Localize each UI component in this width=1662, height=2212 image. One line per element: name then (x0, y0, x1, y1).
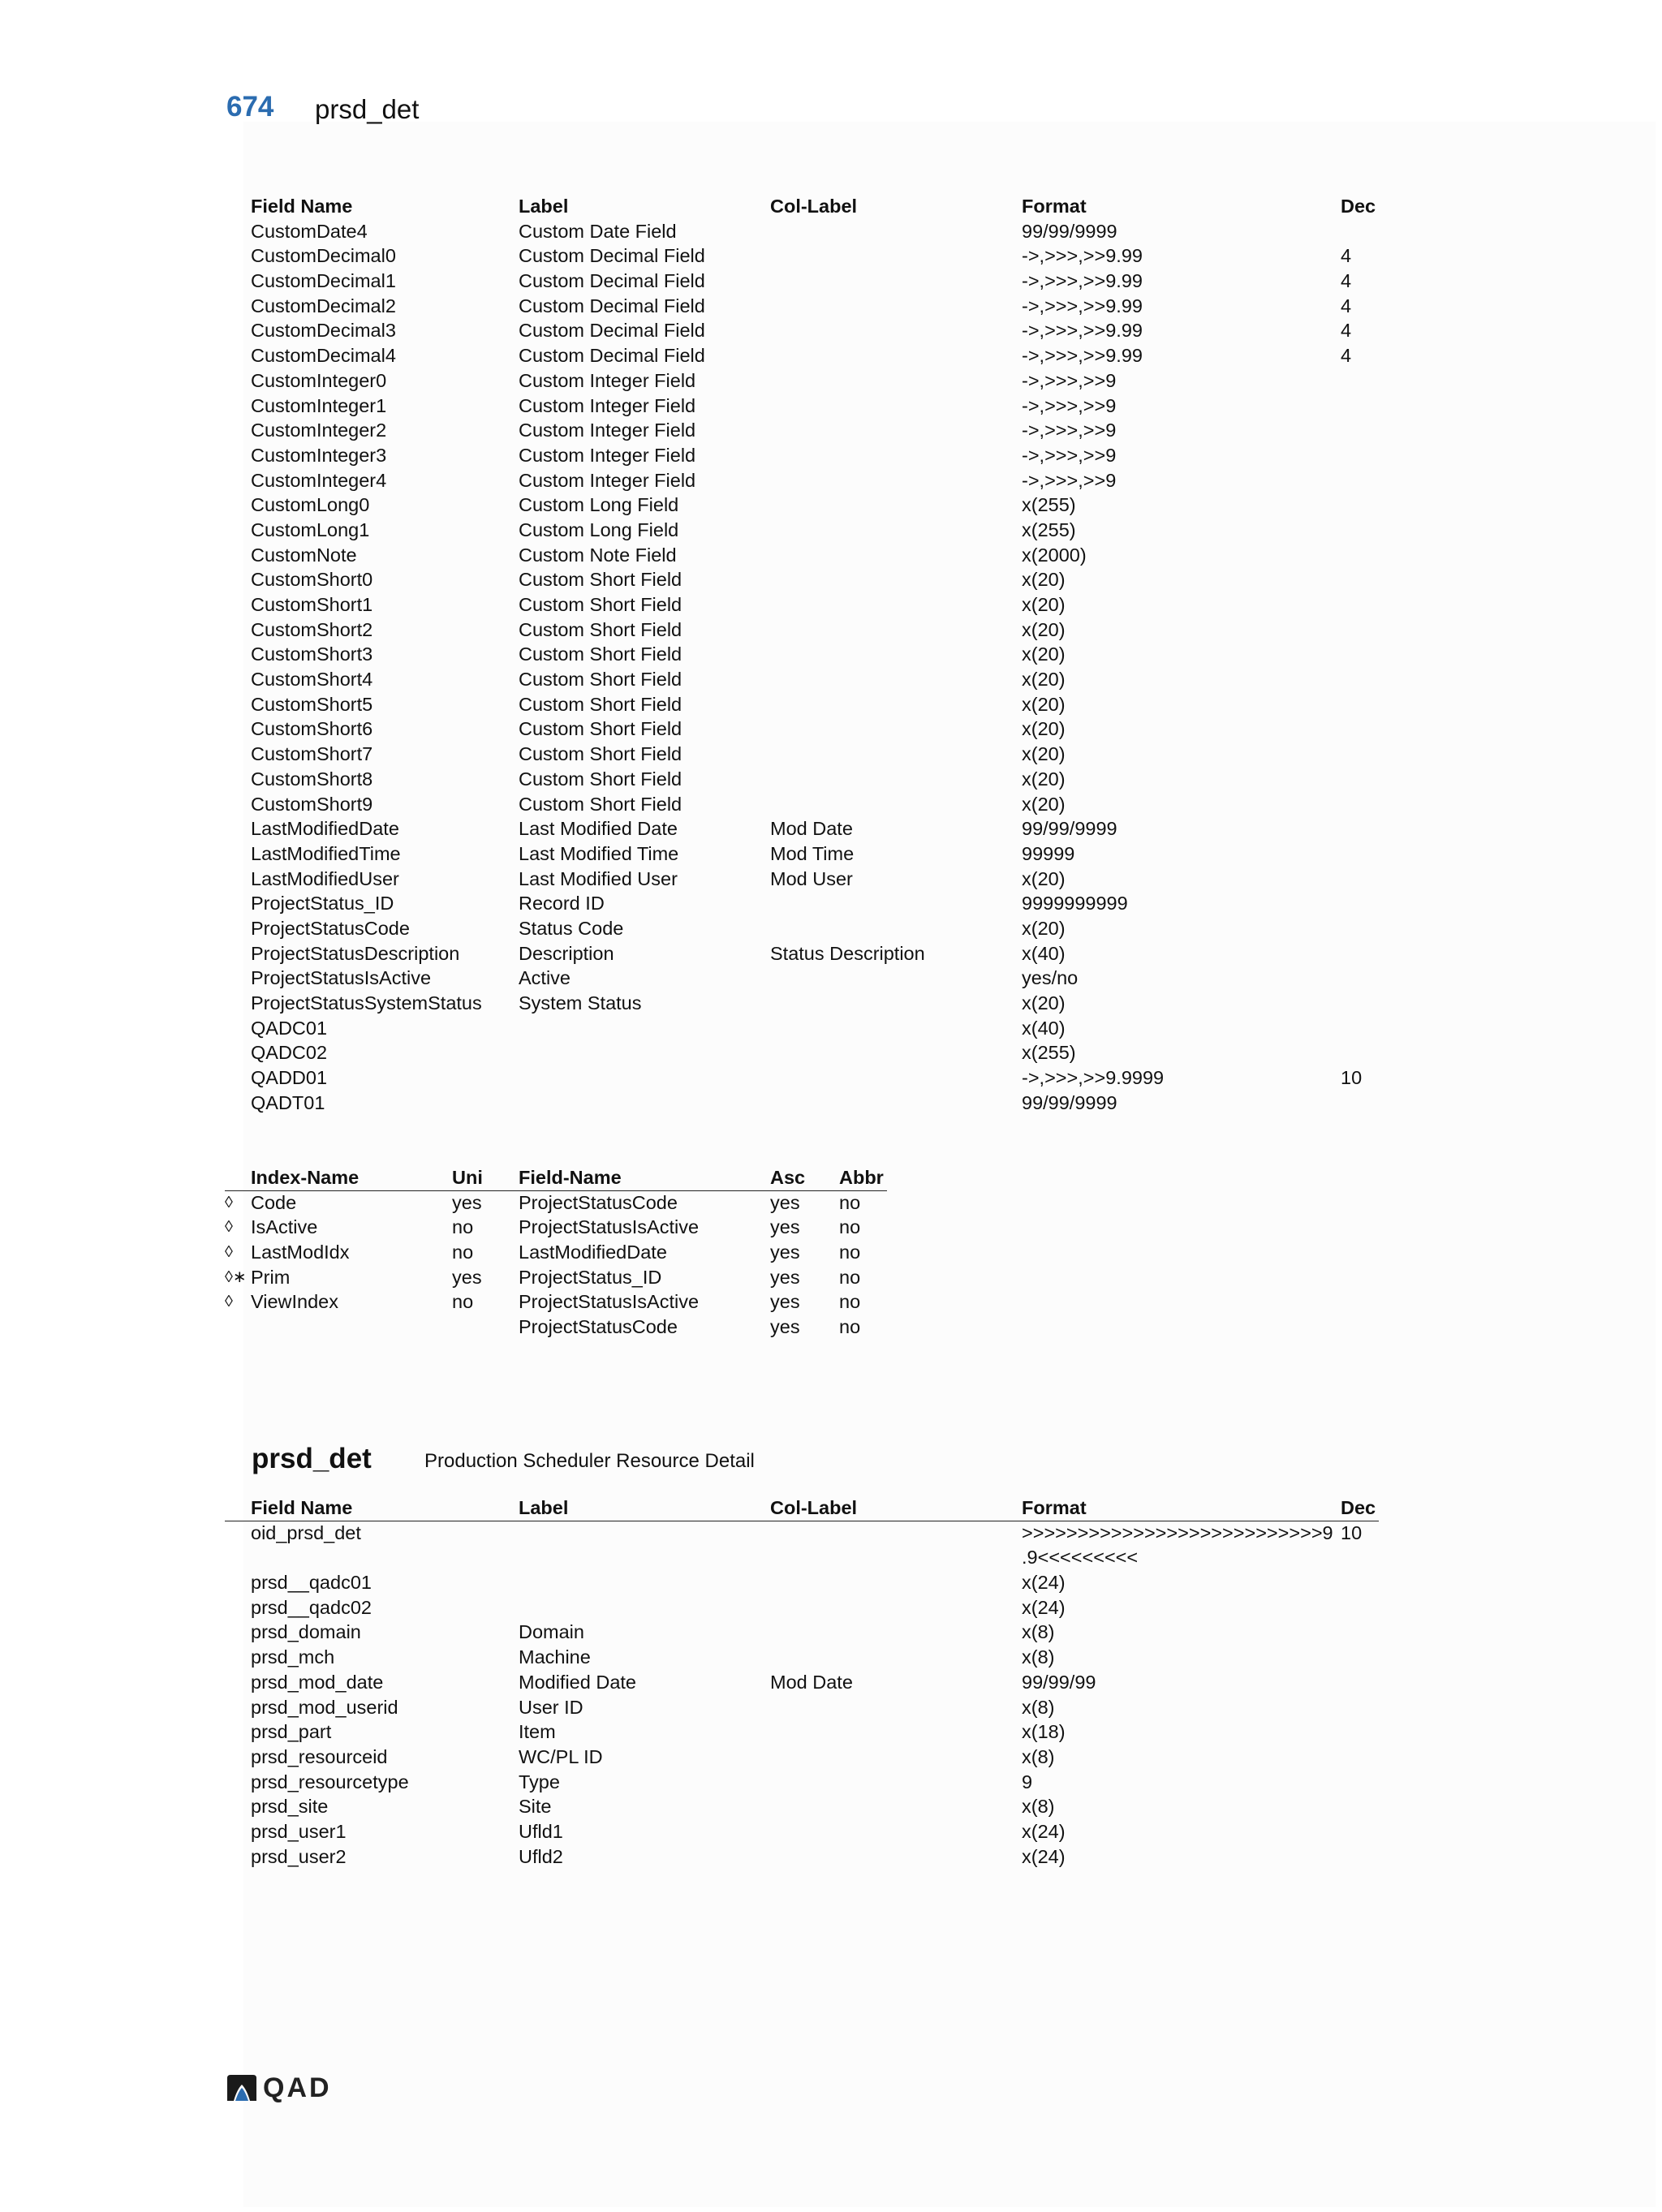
table-row (225, 1240, 900, 1265)
index-field-name: ProjectStatusIsActive (519, 1216, 700, 1238)
field-label: Last Modified Time (519, 842, 679, 864)
index-table (225, 1165, 900, 1340)
field-label: Custom Decimal Field (519, 320, 705, 342)
field-name: QADT01 (251, 1091, 325, 1113)
field-label: Custom Decimal Field (519, 270, 705, 292)
field-label: Item (519, 1721, 556, 1743)
field-format: >>>>>>>>>>>>>>>>>>>>>>>>>>>9 (1022, 1521, 1333, 1543)
field-col-label: Mod Date (770, 818, 853, 840)
field-name: LastModifiedUser (251, 867, 399, 889)
index-table-header (251, 1165, 900, 1190)
field-name: prsd_mod_date (251, 1671, 384, 1693)
field-name: prsd__qadc01 (251, 1572, 372, 1594)
table-row (251, 816, 1387, 841)
header-field-name: Field Name (251, 1497, 353, 1518)
index-abbreviated: no (839, 1242, 861, 1263)
field-format: x(20) (1022, 669, 1066, 691)
field-name: CustomInteger0 (251, 369, 387, 391)
field-format: ->,>>>,>>9.99 (1022, 320, 1143, 342)
field-label: Custom Short Field (519, 643, 682, 665)
field-name: CustomShort5 (251, 693, 373, 715)
field-label: Type (519, 1771, 560, 1792)
field-format: x(20) (1022, 917, 1066, 939)
field-col-label: Mod Date (770, 1671, 853, 1693)
field-label: Custom Short Field (519, 793, 682, 815)
field-label: Custom Date Field (519, 220, 677, 242)
field-name: oid_prsd_det (251, 1521, 361, 1543)
table-row (251, 394, 1387, 419)
field-name: CustomInteger2 (251, 420, 387, 441)
field-name: ProjectStatusIsActive (251, 967, 432, 989)
table-row (251, 368, 1387, 394)
field-format: 9999999999 (1022, 893, 1128, 914)
field-label: Site (519, 1796, 552, 1818)
field-name: QADC01 (251, 1017, 328, 1039)
table-row (251, 867, 1387, 892)
table-row (251, 543, 1387, 568)
field-name: CustomLong1 (251, 519, 370, 540)
field-name: CustomShort1 (251, 594, 373, 615)
header-format: Format (1022, 196, 1087, 217)
field-format: ->,>>>,>>9 (1022, 420, 1117, 441)
field-format: x(18) (1022, 1721, 1066, 1743)
table-row (251, 1670, 1387, 1695)
field-format: .9<<<<<<<<< (1022, 1547, 1139, 1569)
field-format: x(20) (1022, 793, 1066, 815)
table-title: prsd_det (252, 1443, 372, 1474)
field-name: CustomNote (251, 544, 357, 566)
field-dec: 10 (1341, 1067, 1363, 1089)
table-row (251, 518, 1387, 543)
table-row (251, 841, 1387, 867)
field-format: x(255) (1022, 1042, 1076, 1064)
page-header-title: prsd_det (315, 94, 420, 124)
field-name: prsd_domain (251, 1621, 361, 1643)
fields-table (251, 194, 1387, 1115)
index-marker-icon: ◊ (225, 1293, 233, 1311)
field-format: yes/no (1022, 967, 1079, 989)
field-format: 99/99/9999 (1022, 220, 1117, 242)
field-name: LastModifiedDate (251, 818, 399, 840)
field-label: System Status (519, 992, 642, 1013)
table-row (251, 1719, 1387, 1745)
field-name: QADC02 (251, 1042, 328, 1064)
field-format: ->,>>>,>>9.99 (1022, 270, 1143, 292)
field-dec: 10 (1341, 1521, 1363, 1543)
prsd-fields-table-header (251, 1495, 1387, 1521)
field-format: x(20) (1022, 693, 1066, 715)
index-field-name: ProjectStatusCode (519, 1191, 678, 1213)
field-name: CustomDecimal3 (251, 320, 396, 342)
field-format: 9 (1022, 1771, 1033, 1792)
field-name: CustomShort7 (251, 743, 373, 765)
field-name: CustomShort3 (251, 643, 373, 665)
index-name: Code (251, 1191, 297, 1213)
field-label: Custom Integer Field (519, 420, 696, 441)
field-format: ->,>>>,>>9.9999 (1022, 1067, 1165, 1089)
field-format: x(20) (1022, 569, 1066, 591)
table-row (251, 941, 1387, 966)
field-label: Ufld2 (519, 1845, 563, 1867)
field-name: prsd_mod_userid (251, 1696, 398, 1718)
field-name: CustomDecimal0 (251, 245, 396, 267)
table-row (251, 567, 1387, 592)
table-row (251, 1595, 1387, 1620)
field-format: ->,>>>,>>9 (1022, 469, 1117, 491)
field-format: ->,>>>,>>9.99 (1022, 295, 1143, 316)
field-name: prsd_part (251, 1721, 332, 1743)
prsd-fields-table-body (251, 1521, 1387, 1870)
field-name: prsd_resourcetype (251, 1771, 409, 1792)
field-name: ProjectStatusSystemStatus (251, 992, 482, 1013)
header-format: Format (1022, 1497, 1087, 1518)
field-name: prsd_mch (251, 1646, 335, 1668)
table-row (225, 1190, 900, 1216)
table-row (251, 1016, 1387, 1041)
table-row (251, 742, 1387, 767)
table-row (251, 1844, 1387, 1870)
field-format: x(20) (1022, 992, 1066, 1013)
header-abbr: Abbr (839, 1167, 884, 1188)
header-asc: Asc (770, 1167, 806, 1188)
table-row (251, 1620, 1387, 1645)
index-name: IsActive (251, 1216, 318, 1238)
field-format: x(8) (1022, 1696, 1055, 1718)
table-row (251, 991, 1387, 1016)
table-row (251, 692, 1387, 717)
page-number: 674 (226, 91, 274, 123)
field-label: Last Modified Date (519, 818, 678, 840)
field-label: User ID (519, 1696, 583, 1718)
field-format: x(255) (1022, 519, 1076, 540)
table-row (251, 642, 1387, 667)
index-name: LastModIdx (251, 1242, 350, 1263)
field-dec: 4 (1341, 320, 1352, 342)
table-row (251, 1794, 1387, 1819)
field-format: 99/99/9999 (1022, 1091, 1117, 1113)
field-name: CustomShort9 (251, 793, 373, 815)
field-label: Machine (519, 1646, 591, 1668)
field-label: Record ID (519, 893, 605, 914)
table-row (251, 1695, 1387, 1720)
table-row (225, 1215, 900, 1240)
field-label: Active (519, 967, 571, 989)
index-unique: yes (452, 1266, 482, 1288)
field-name: CustomShort6 (251, 718, 373, 740)
header-col-label: Col-Label (770, 196, 858, 217)
table-row (251, 792, 1387, 817)
table-row (251, 443, 1387, 468)
table-row (251, 493, 1387, 518)
qad-logo-icon (226, 2073, 258, 2102)
table-row (251, 1819, 1387, 1844)
field-name: CustomLong0 (251, 494, 370, 516)
field-label: Custom Note Field (519, 544, 677, 566)
field-format: x(20) (1022, 867, 1066, 889)
header-field-name: Field-Name (519, 1167, 622, 1188)
index-unique: yes (452, 1191, 482, 1213)
field-format: 99/99/99 (1022, 1671, 1096, 1693)
field-name: prsd__qadc02 (251, 1596, 372, 1618)
field-name: ProjectStatusCode (251, 917, 410, 939)
field-label: Status Code (519, 917, 624, 939)
field-name: CustomInteger1 (251, 394, 387, 416)
table-row (251, 618, 1387, 643)
field-label: Custom Short Field (519, 669, 682, 691)
table-row (251, 1645, 1387, 1670)
field-format: x(24) (1022, 1845, 1066, 1867)
field-name: prsd_user1 (251, 1820, 347, 1842)
field-dec: 4 (1341, 345, 1352, 367)
field-label: Custom Short Field (519, 594, 682, 615)
field-format: x(255) (1022, 494, 1076, 516)
table-row (251, 592, 1387, 618)
field-format: ->,>>>,>>9 (1022, 444, 1117, 466)
field-label: WC/PL ID (519, 1745, 603, 1767)
field-name: QADD01 (251, 1067, 328, 1089)
field-dec: 4 (1341, 295, 1352, 316)
index-ascending: yes (770, 1191, 800, 1213)
table-row (251, 318, 1387, 343)
field-name: prsd_user2 (251, 1845, 347, 1867)
index-table-body (225, 1190, 900, 1340)
field-label: Custom Short Field (519, 768, 682, 790)
field-format: x(20) (1022, 743, 1066, 765)
field-name: CustomInteger4 (251, 469, 387, 491)
field-name: CustomDate4 (251, 220, 368, 242)
field-name: ProjectStatus_ID (251, 893, 394, 914)
field-label: Custom Decimal Field (519, 245, 705, 267)
table-row (251, 1315, 900, 1340)
index-abbreviated: no (839, 1191, 861, 1213)
index-field-name: LastModifiedDate (519, 1242, 667, 1263)
table-row (251, 243, 1387, 269)
index-field-name: ProjectStatusIsActive (519, 1291, 700, 1313)
field-dec: 4 (1341, 270, 1352, 292)
index-ascending: yes (770, 1216, 800, 1238)
table-row (225, 1289, 900, 1315)
header-index-name: Index-Name (251, 1167, 360, 1188)
index-marker-icon: ◊∗ (225, 1267, 247, 1286)
table-row (225, 1265, 900, 1290)
field-format: x(24) (1022, 1572, 1066, 1594)
field-name: LastModifiedTime (251, 842, 401, 864)
field-label: Custom Integer Field (519, 369, 696, 391)
field-name: CustomDecimal2 (251, 295, 396, 316)
qad-logo (226, 2073, 332, 2102)
field-label: Custom Decimal Field (519, 295, 705, 316)
index-header-rule (225, 1190, 887, 1191)
table-row (251, 966, 1387, 991)
field-name: CustomShort4 (251, 669, 373, 691)
table-row (251, 916, 1387, 941)
field-label: Custom Long Field (519, 519, 679, 540)
index-field-name: ProjectStatusCode (519, 1316, 678, 1338)
table-row (251, 343, 1387, 368)
index-ascending: yes (770, 1266, 800, 1288)
index-abbreviated: no (839, 1316, 861, 1338)
field-format: x(20) (1022, 594, 1066, 615)
field-format: x(40) (1022, 1017, 1066, 1039)
table-row (251, 468, 1387, 493)
table-row (251, 418, 1387, 443)
table-row (251, 269, 1387, 294)
index-unique: no (452, 1216, 474, 1238)
index-unique: no (452, 1291, 474, 1313)
field-format: x(40) (1022, 942, 1066, 964)
header-uni: Uni (452, 1167, 483, 1188)
index-field-name: ProjectStatus_ID (519, 1266, 662, 1288)
field-dec: 4 (1341, 245, 1352, 267)
index-ascending: yes (770, 1316, 800, 1338)
field-label: Modified Date (519, 1671, 636, 1693)
field-label: Custom Integer Field (519, 469, 696, 491)
field-label: Custom Integer Field (519, 444, 696, 466)
field-col-label: Mod Time (770, 842, 855, 864)
table-row (251, 1040, 1387, 1065)
field-label: Custom Short Field (519, 743, 682, 765)
header-dec: Dec (1341, 196, 1376, 217)
header-field-name: Field Name (251, 196, 353, 217)
table-row (251, 219, 1387, 244)
field-name: CustomDecimal4 (251, 345, 396, 367)
field-format: x(24) (1022, 1596, 1066, 1618)
table-row (251, 1091, 1387, 1116)
field-name: prsd_resourceid (251, 1745, 388, 1767)
table-row (251, 294, 1387, 319)
header-dec: Dec (1341, 1497, 1376, 1518)
index-name: Prim (251, 1266, 291, 1288)
field-label: Custom Decimal Field (519, 345, 705, 367)
table-row (251, 1065, 1387, 1091)
field-format: x(20) (1022, 618, 1066, 640)
field-format: x(20) (1022, 768, 1066, 790)
index-marker-icon: ◊ (225, 1193, 233, 1211)
field-format: x(8) (1022, 1621, 1055, 1643)
header-label: Label (519, 196, 569, 217)
field-label: Custom Short Field (519, 618, 682, 640)
field-format: x(24) (1022, 1820, 1066, 1842)
index-ascending: yes (770, 1291, 800, 1313)
field-label: Custom Long Field (519, 494, 679, 516)
index-marker-icon: ◊ (225, 1218, 233, 1237)
prsd-fields-table (251, 1495, 1387, 1869)
index-marker-icon: ◊ (225, 1243, 233, 1262)
table-row (251, 1545, 1387, 1570)
index-abbreviated: no (839, 1266, 861, 1288)
index-abbreviated: no (839, 1216, 861, 1238)
field-format: x(8) (1022, 1796, 1055, 1818)
field-format: x(2000) (1022, 544, 1087, 566)
field-col-label: Status Description (770, 942, 925, 964)
field-name: prsd_site (251, 1796, 329, 1818)
table-row (251, 1770, 1387, 1795)
table-row (251, 767, 1387, 792)
field-name: CustomShort8 (251, 768, 373, 790)
field-name: CustomDecimal1 (251, 270, 396, 292)
table-description: Production Scheduler Resource Detail (424, 1450, 755, 1472)
field-name: CustomShort0 (251, 569, 373, 591)
qad-logo-text: QAD (263, 2072, 332, 2103)
field-format: 99/99/9999 (1022, 818, 1117, 840)
field-format: 99999 (1022, 842, 1075, 864)
field-format: x(20) (1022, 643, 1066, 665)
field-label: Custom Integer Field (519, 394, 696, 416)
fields-table-header (251, 194, 1387, 219)
field-format: ->,>>>,>>9.99 (1022, 245, 1143, 267)
field-name: CustomShort2 (251, 618, 373, 640)
field-label: Custom Short Field (519, 693, 682, 715)
index-ascending: yes (770, 1242, 800, 1263)
table-row (251, 667, 1387, 692)
header-col-label: Col-Label (770, 1497, 858, 1518)
field-name: ProjectStatusDescription (251, 942, 460, 964)
field-label: Custom Short Field (519, 718, 682, 740)
table-row (251, 717, 1387, 742)
field-name: CustomInteger3 (251, 444, 387, 466)
field-label: Domain (519, 1621, 584, 1643)
table-row (251, 891, 1387, 916)
field-format: ->,>>>,>>9.99 (1022, 345, 1143, 367)
field-format: ->,>>>,>>9 (1022, 369, 1117, 391)
table-row (251, 1521, 1387, 1546)
index-name: ViewIndex (251, 1291, 338, 1313)
field-format: ->,>>>,>>9 (1022, 394, 1117, 416)
table-row (251, 1570, 1387, 1595)
field-label: Last Modified User (519, 867, 678, 889)
index-abbreviated: no (839, 1291, 861, 1313)
index-unique: no (452, 1242, 474, 1263)
field-label: Ufld1 (519, 1820, 563, 1842)
field-format: x(8) (1022, 1745, 1055, 1767)
header-label: Label (519, 1497, 569, 1518)
table-row (251, 1745, 1387, 1770)
fields-table-body (251, 219, 1387, 1116)
field-label: Description (519, 942, 614, 964)
field-format: x(8) (1022, 1646, 1055, 1668)
field-col-label: Mod User (770, 867, 853, 889)
field-format: x(20) (1022, 718, 1066, 740)
field-label: Custom Short Field (519, 569, 682, 591)
